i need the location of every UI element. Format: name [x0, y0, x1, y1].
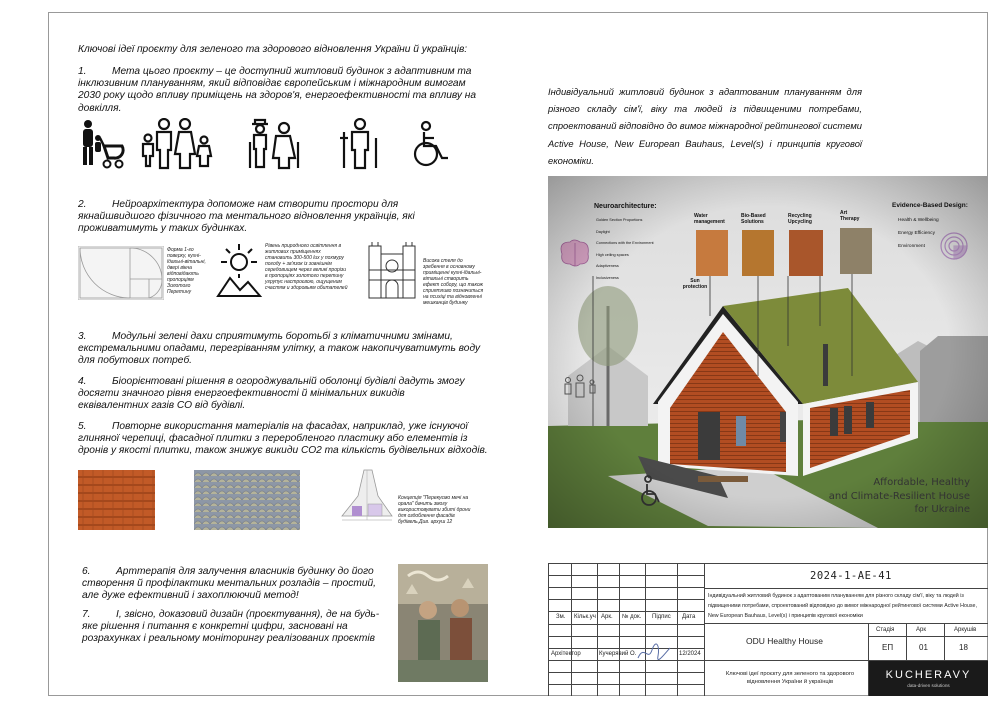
- daylight-caption: Рівень природного освітлення в житлових приміщеннях становить 300-500 lux у похмуру погоду + зв'язок із зовнішнім середовищем через великі прорізи в пропорціях золотого перетину угрупує настроєвою, ощущеним счастям и здоровьям обитателей: [265, 243, 348, 291]
- idea-1-num: 1.: [78, 66, 87, 77]
- evidence-item: Health & Wellbeing: [898, 218, 939, 223]
- house-render: [548, 176, 988, 528]
- photo-label-art: Art Therapy: [840, 210, 860, 222]
- sun-protection-label: Sun protection: [682, 278, 708, 290]
- cathedral-icon: [367, 240, 417, 300]
- sheet-label: Арк: [916, 627, 926, 633]
- idea-2-num: 2.: [78, 199, 87, 210]
- photo-label-water: Water management: [694, 213, 725, 225]
- stage-label: Стадія: [876, 627, 895, 633]
- inclusive-icons-row: [78, 118, 458, 170]
- elderly-couple-icon: [244, 118, 302, 170]
- evidence-item: Energy Efficiency: [898, 231, 935, 236]
- header-ark: Арк.: [601, 614, 613, 620]
- neuroarchitecture-title: Neuroarchitecture:: [594, 203, 657, 210]
- idea-1-text: Мета цього проєкту – це доступний житловий будинок з адаптивним та інклюзивним плануванням, який відповідає європейським і міжнародним вимогам 2030 року щодо впливу приміщень на здоров'я, енергоефективності та впливу на довкілля.: [78, 66, 477, 114]
- recycling-photo: [789, 230, 823, 276]
- idea-5: [78, 421, 488, 458]
- render-caption-line: for Ukraine: [914, 504, 970, 515]
- logo-subtitle: data-driven solutions: [907, 683, 950, 688]
- neuro-item: High ceiling spaces: [596, 252, 629, 257]
- role-label: Архітектор: [551, 651, 581, 657]
- page-heading: Ключові ідеї проєкту для зеленого та здорового відновлення України й українців:: [78, 44, 468, 55]
- person-with-crutch-icon: [336, 118, 380, 170]
- idea-4-text: Біоорієнтовані рішення в огороджувальній оболонці будівлі дадуть змогу досягти значного рівня енергоефективності й мінімальних викидів еквівалентних газів СО від будівлі.: [78, 376, 465, 412]
- photo-label-recycling: Recycling Upcycling: [788, 213, 812, 225]
- logo-text: KUCHERAVY: [885, 669, 972, 681]
- header-doc: № док.: [622, 614, 642, 620]
- recycled-plastic-tiles-image: [194, 470, 300, 530]
- idea-7-num: 7.: [82, 609, 91, 620]
- sheet-value: 01: [919, 643, 928, 652]
- idea-4: [78, 376, 478, 413]
- idea-6-num: 6.: [82, 566, 91, 577]
- drawing-code: 2024-1-AE-41: [810, 570, 892, 582]
- photo-label-bio: Bio-Based Solutions: [741, 213, 766, 225]
- title-block-description: Індивідуальний житловий будинок з адаптованим плануванням для різного складу сім'ї, віку та людей із підвищеними потребами, спроектований відповідно до вимог міжнародної рейтингової системи Active House, New European Bauhaus, Level(s) і принципів кругової економіки: [708, 593, 977, 619]
- idea-1: [78, 66, 490, 115]
- idea-3: [78, 331, 486, 368]
- neuro-item: Golden Section Proportions: [596, 218, 643, 222]
- idea-2: [78, 199, 478, 236]
- idea-3-text: Модульні зелені дахи сприятимуть боротьбі з кліматичними змінами, екстремальними опадами, перегріванням улітку, а також накопичуватимуть воду для побутових потреб.: [78, 331, 481, 367]
- golden-section-caption: Форма 1-го поверху, кухні-їдальні-вітальні, двері вікна відповідають пропорціям Золотого Перетину: [167, 247, 206, 295]
- clay-roof-tiles-image: [78, 470, 155, 530]
- neuro-item: Adaptiveness: [596, 264, 619, 268]
- evidence-title: Evidence-Based Design:: [892, 202, 968, 209]
- neuro-item: Daylight: [596, 229, 610, 234]
- sheet-title: Ключові ідеї проєкту для зеленого та здорового відновлення України й українців: [725, 671, 855, 685]
- idea-5-num: 5.: [78, 421, 87, 432]
- wheelchair-icon: [408, 118, 452, 170]
- idea-5-text: Повторне використання матеріалів на фасадах, наприклад, уже існуючої глиняної черепиці, фасадної плитки з переробленого пластику або елементів із дронів у якості плитки, також знижує викиди СО2 та кількість будівельних відходів.: [78, 421, 488, 457]
- neuro-item: Inclusiveness: [596, 275, 619, 280]
- sheets-label: Аркушів: [954, 627, 977, 633]
- drone-facade-image: [338, 466, 396, 530]
- author-name: Кучерявий О.: [599, 651, 637, 657]
- water-management-photo: [696, 230, 728, 276]
- neuro-item: Connections with the Environment: [596, 241, 654, 245]
- render-caption-line: Affordable, Healthy: [873, 477, 970, 488]
- header-date: Дата: [682, 614, 696, 620]
- header-zm: Зм.: [556, 614, 566, 620]
- stage-value: ЕП: [882, 643, 894, 652]
- bio-based-photo: [742, 230, 774, 276]
- company-logo: [869, 661, 988, 696]
- evidence-list: [898, 214, 939, 253]
- project-description: Індивідуальний житловий будинок з адаптованим плануванням для різного складу сім'ї, віку та людей із підвищеними потребами, спроектований відповідно до вимог міжнародної рейтингової системи Active House, New European Bauhaus, Level(s) і принципів кругової економіки.: [548, 86, 862, 166]
- render-caption-line: and Climate-Resilient House: [828, 490, 970, 502]
- mosaic-art-image: [398, 564, 488, 682]
- date-value: 12/2024: [679, 651, 701, 657]
- render-caption: [829, 476, 970, 517]
- idea-3-num: 3.: [78, 331, 87, 342]
- sheets-value: 18: [959, 643, 968, 652]
- golden-spiral-image: [78, 246, 164, 300]
- high-ceiling-caption: Висока стеля до зребення в основному приміщенні кухні-їдальні-вітальні створить ефект собору, що також сприятливо позначиться на психіці та відновленні мешканців будинку: [423, 258, 484, 306]
- signature-mark: [636, 642, 672, 664]
- idea-6-text: Арттерапія для залучення власників будинку до його створення й профілактики ментальних розладів – простий, але дуже ефективний і захоплюючий метод!: [82, 566, 376, 602]
- art-therapy-photo: [840, 228, 872, 274]
- neuroarchitecture-list: [596, 215, 654, 284]
- header-kilk: Кільк.уч: [574, 614, 596, 620]
- idea-7: [82, 609, 386, 646]
- idea-2-text: Нейроархітектура допоможе нам створити простори для якнайшвидшого фізичного та ментального відновлення українців, які проживатимуть у таких будинках.: [78, 199, 415, 235]
- parent-with-child-and-stroller-icon: [78, 118, 128, 170]
- idea-6: [82, 566, 388, 603]
- idea-4-num: 4.: [78, 376, 87, 387]
- project-name: ODU Healthy House: [746, 636, 824, 646]
- idea-7-text: І, звісно, доказовий дизайн (проєктування), де на будь-яке рішення і питання є конкретні цифри, засновані на розрахунках і реальному моніторингу реалізованих проєктів: [82, 609, 380, 645]
- header-signature: Підпис: [652, 614, 671, 620]
- evidence-item: Environment: [898, 244, 925, 249]
- family-icon: [138, 118, 218, 170]
- sun-over-hills-icon: [214, 240, 264, 300]
- drone-caption: Концепція "Перекуємо мечі на орала" бачить змогу використовувати збиті дрони для оздоблення фасадів будівель.Див. архуш 12: [398, 495, 471, 525]
